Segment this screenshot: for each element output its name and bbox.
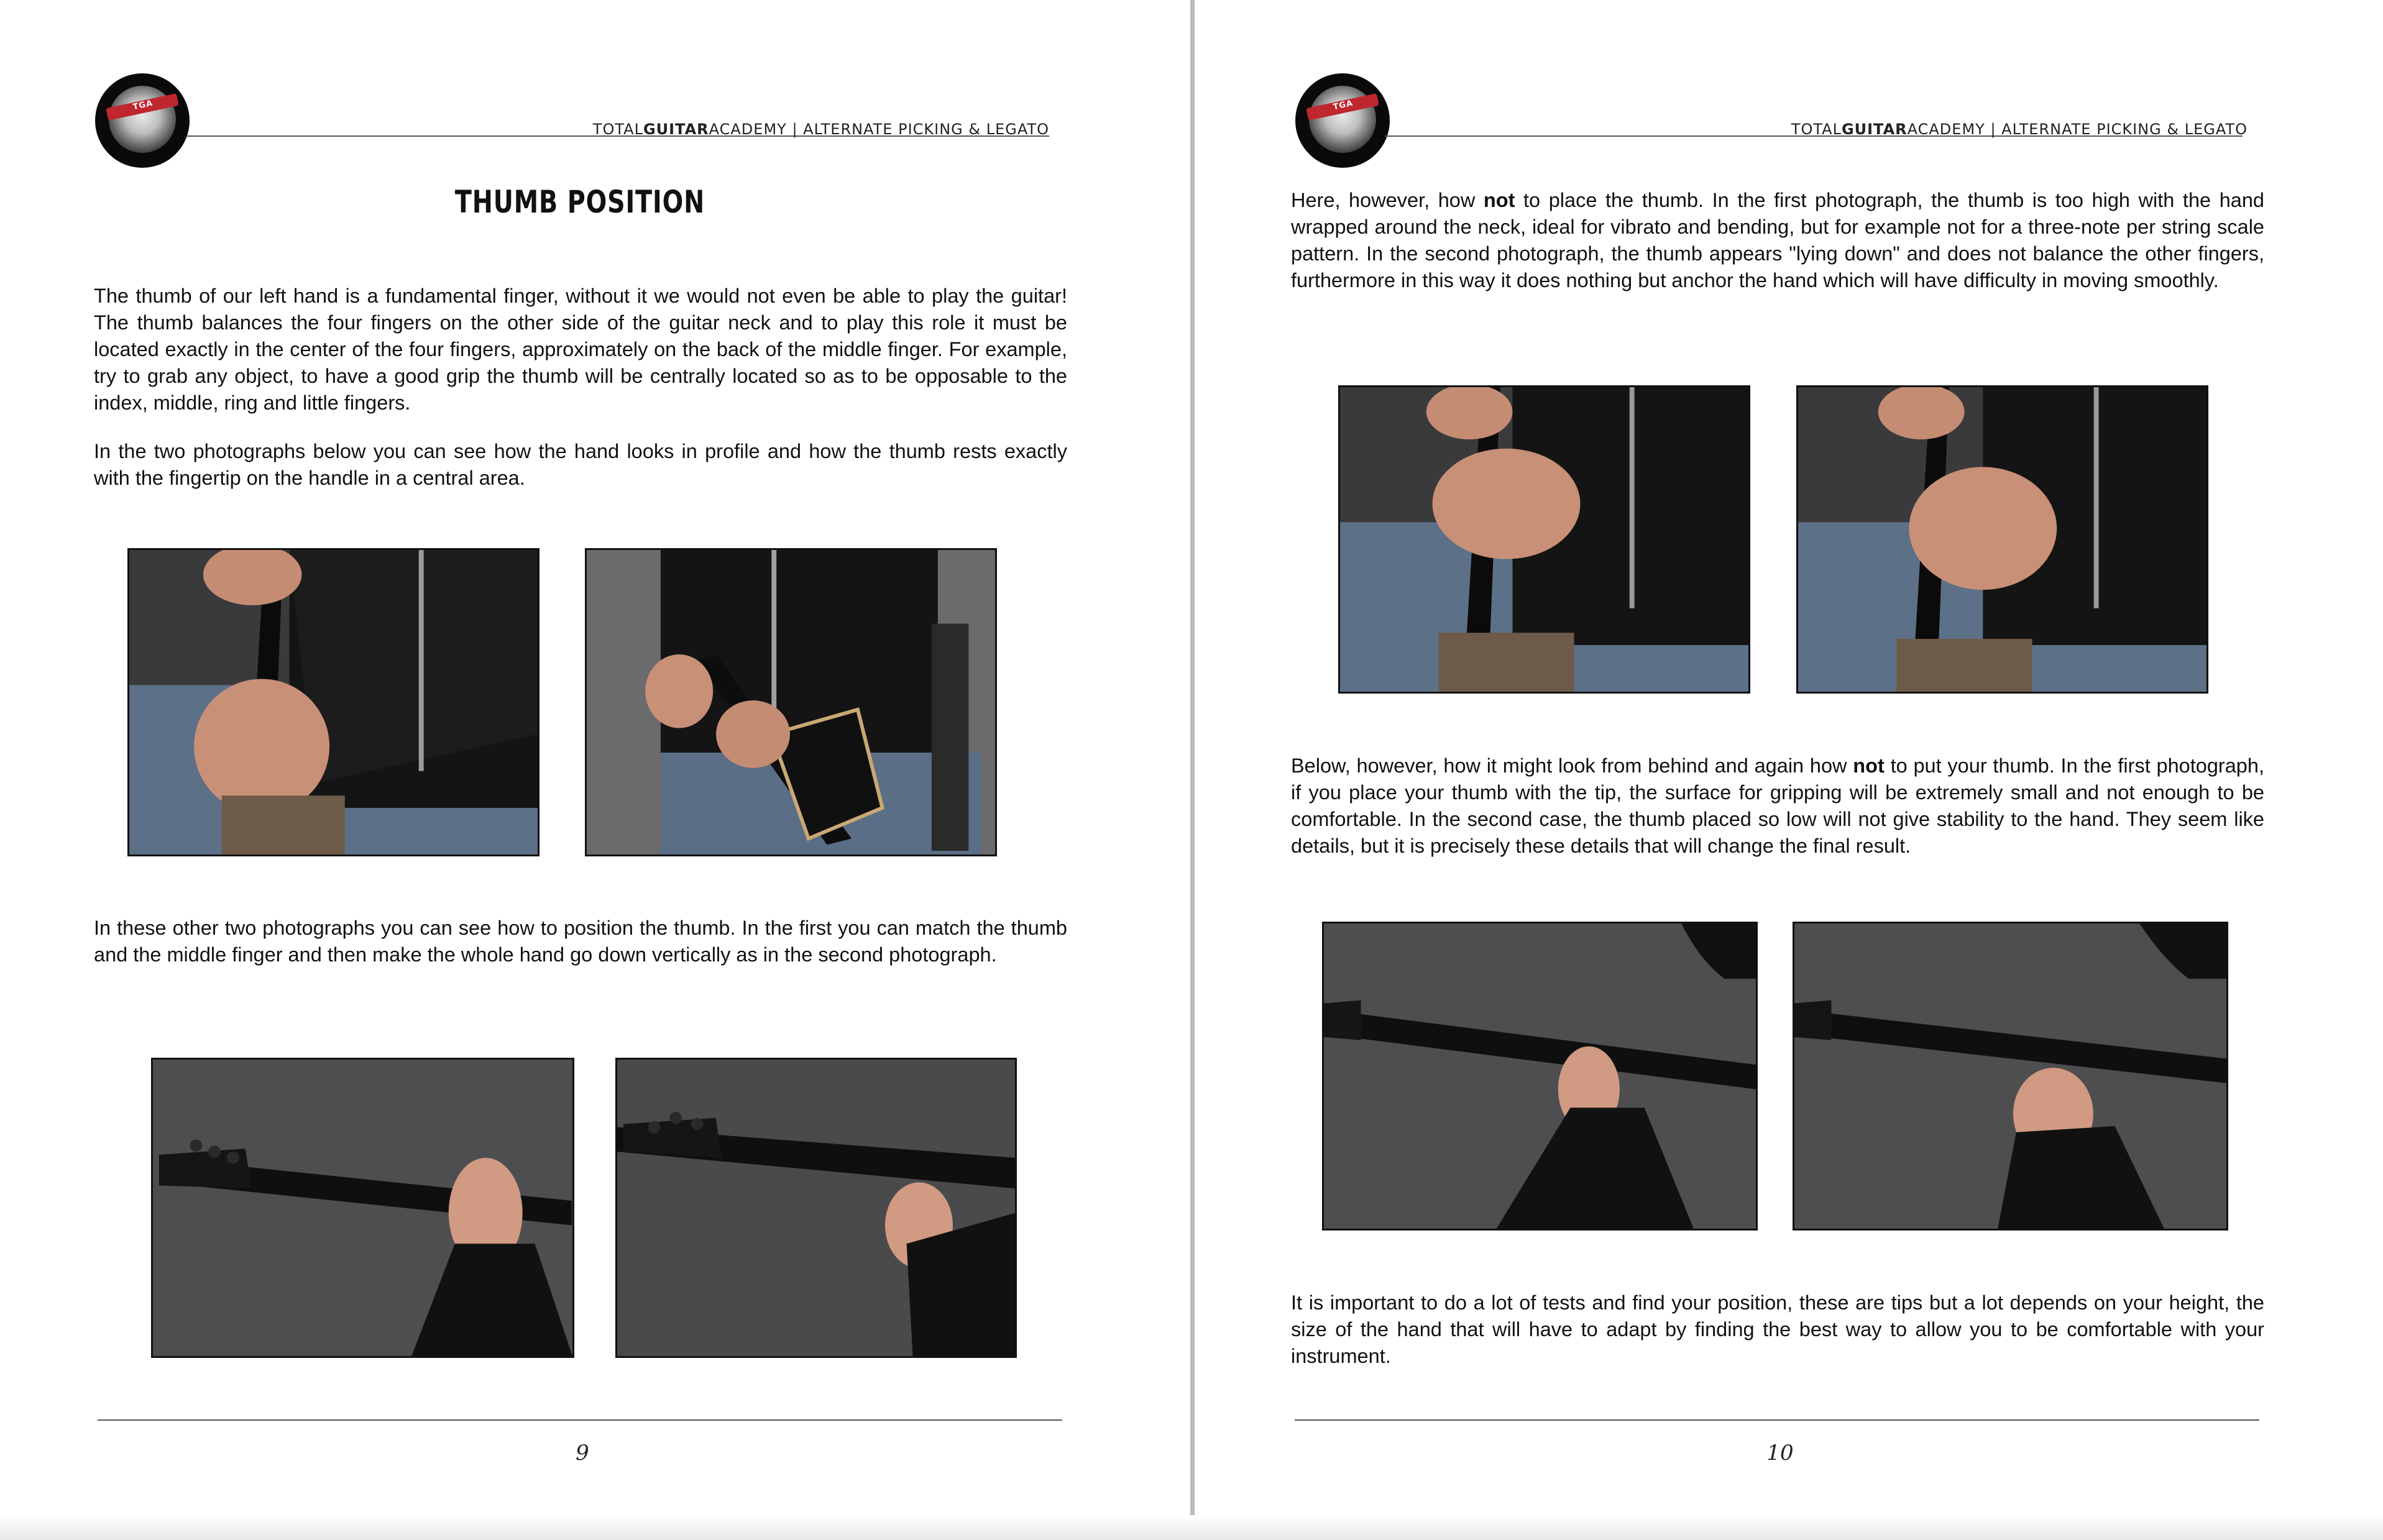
academy-logo xyxy=(1295,73,1390,168)
logo-text: TGA xyxy=(132,98,154,112)
paragraph: It is important to do a lot of tests and find your position, these are tips but a lot depends on your height, the size of the hand that will have to adapt by finding the best way to allow you to be comfortable with your instrument. xyxy=(1291,1291,2264,1367)
paragraph: Below, however, how it might look from behind and again how not to put your thumb. In the first photograph, if you place your thumb with the tip, the surface for gripping will be extremely small and not enough to be comfortable. In the second case, the thumb placed so low will not give stability to the hand. They seem like details, but it is precisely these details that will change the final result. xyxy=(1291,754,2264,857)
photo-thumb-profile-closeup xyxy=(127,548,540,856)
paragraph: The thumb of our left hand is a fundamental finger, without it we would not even be able to play the guitar! The thumb balances the four fingers on the other side of the guitar neck and to play this role it must be located exactly in the center of the four fingers, approximately on the back of the middle finger. For example, try to grab any object, to have a good grip the thumb will be centrally located so as to be opposable to the index, middle, ring and little fingers. xyxy=(94,285,1067,414)
running-header: TOTALGUITARACADEMY | ALTERNATE PICKING & LEGATO xyxy=(1791,121,2248,138)
photo-behind-thumb-tip xyxy=(1322,922,1758,1231)
paragraph: In the two photographs below you can see how the hand looks in profile and how the thumb rests exactly with the fingertip on the handle in a central area. xyxy=(94,440,1067,489)
footer-rule xyxy=(1295,1419,2259,1421)
photo-behind-thumb-too-low xyxy=(1793,922,2228,1231)
academy-logo xyxy=(95,73,190,168)
paragraph: In these other two photographs you can see how to position the thumb. In the first you can match the thumb and the middle finger and then make the whole hand go down vertically as in the second photograph. xyxy=(94,917,1067,966)
running-header: TOTALGUITARACADEMY | ALTERNATE PICKING & LEGATO xyxy=(592,121,1049,138)
photo-seated-guitarist xyxy=(585,548,997,856)
left-page xyxy=(0,0,1190,1540)
page-title: THUMB POSITION xyxy=(454,184,705,220)
photo-thumb-lying-down xyxy=(1796,385,2208,694)
spine-gutter xyxy=(1190,0,1195,1540)
logo-text: TGA xyxy=(1332,98,1354,112)
photo-neck-hand-lowered xyxy=(615,1058,1017,1358)
page-bottom-shadow xyxy=(0,1515,2383,1540)
paragraph: Here, however, how not to place the thumb. In the first photograph, the thumb is too high with the hand wrapped around the neck, ideal for vibrato and bending, but for example not for a three-note per string scale pattern. In the second photograph, the thumb appears "lying down" and does not balance the other fingers, furthermore in this way it does nothing but anchor the hand which will have difficulty in moving smoothly. xyxy=(1291,189,2264,291)
page-number: 10 xyxy=(1766,1441,1794,1465)
photo-thumb-too-high xyxy=(1338,385,1750,694)
right-page xyxy=(1195,0,2383,1540)
photo-neck-thumb-matched xyxy=(151,1058,574,1358)
footer-rule xyxy=(98,1419,1062,1421)
page-number: 9 xyxy=(576,1441,589,1465)
